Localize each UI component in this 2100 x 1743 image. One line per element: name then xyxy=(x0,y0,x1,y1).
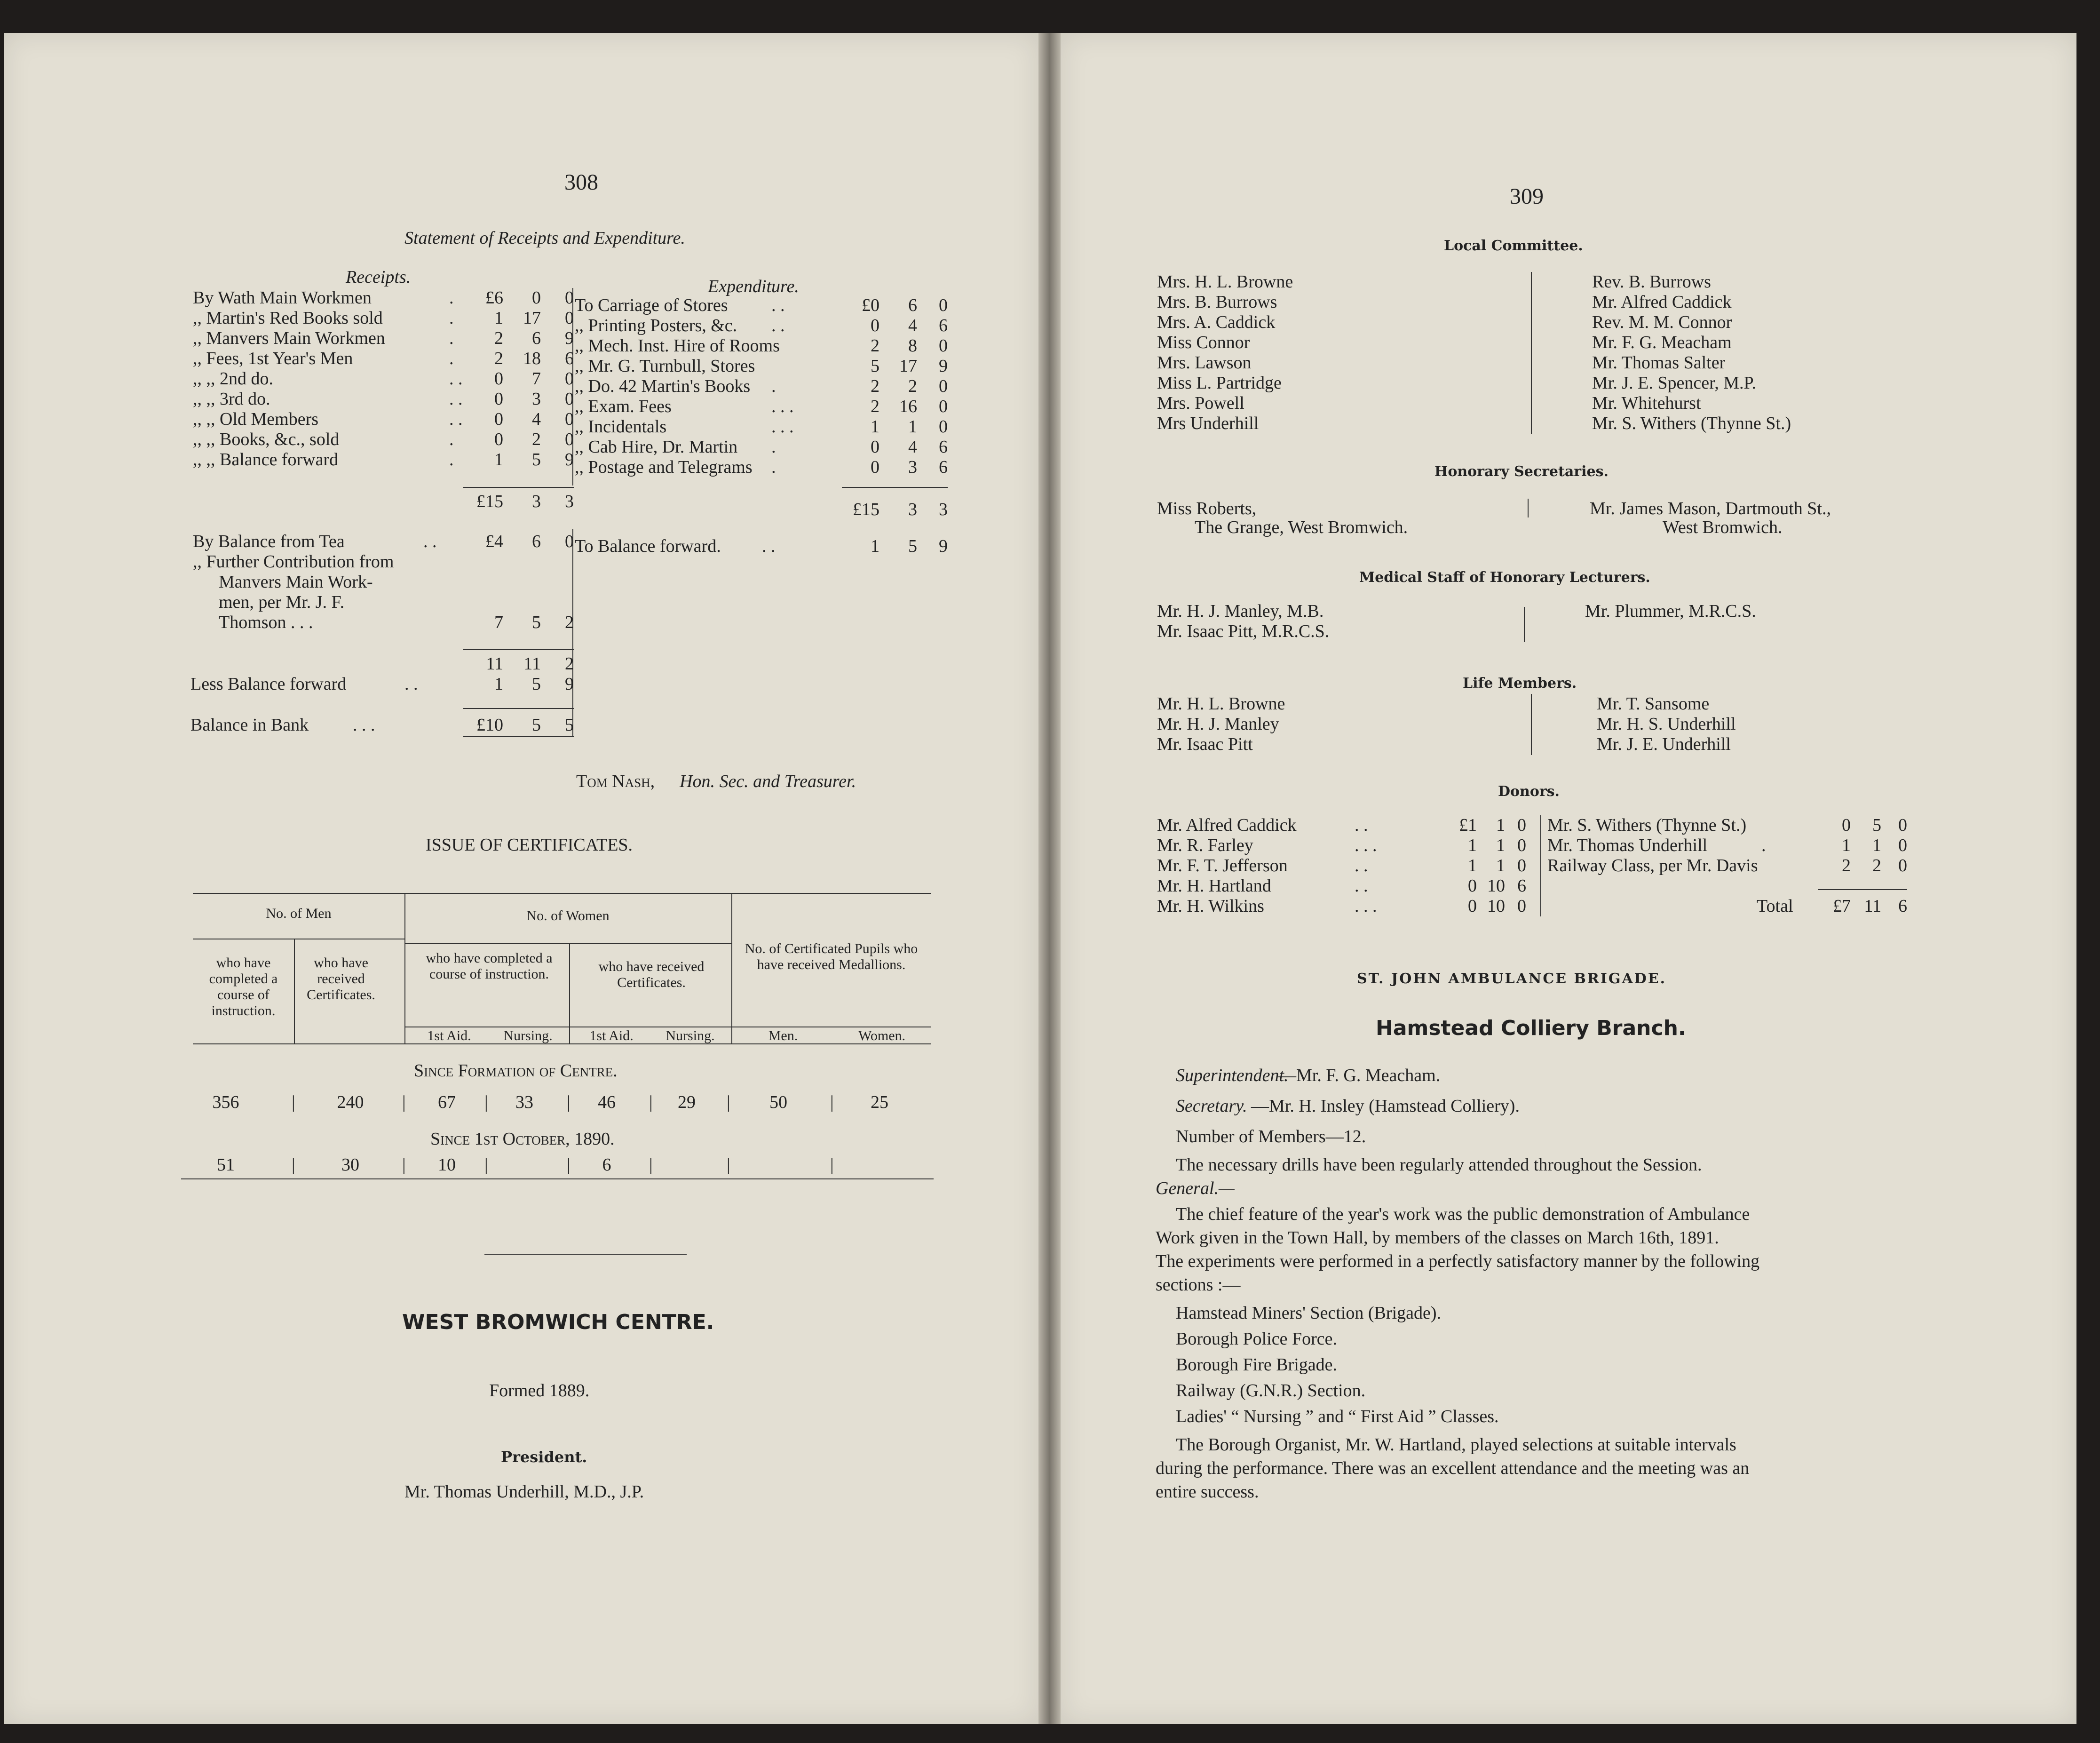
expenditure-total-pounds: £15 xyxy=(853,500,880,519)
cert-sub-nursing-a: Nursing. xyxy=(503,1028,553,1043)
life-member: Mr. H. L. Browne xyxy=(1157,694,1285,714)
less-balance-label: Less Balance forward xyxy=(190,674,347,694)
donors-total-pence: 6 xyxy=(1898,896,1907,916)
expenditure-dots: . xyxy=(771,376,776,396)
expenditure-dots: . . xyxy=(771,316,785,335)
expenditure-shillings: 17 xyxy=(899,356,917,376)
president-name: Mr. Thomas Underhill, M.D., J.P. xyxy=(404,1482,644,1502)
receipt-label: ,, ,, 2nd do. xyxy=(193,369,273,389)
receipt-pence: 0 xyxy=(565,409,574,429)
donor-amount-shillings: 1 xyxy=(1496,836,1505,855)
receipt-pence: 0 xyxy=(565,369,574,389)
donor-amount-shillings: 1 xyxy=(1496,815,1505,835)
receipt-shillings: 3 xyxy=(532,389,541,409)
donor-amount-shillings: 2 xyxy=(1872,856,1881,875)
local-committee-header: Local Committee. xyxy=(1444,238,1583,254)
donor-amount-pence: 0 xyxy=(1517,856,1526,875)
superintendent-name: —Mr. F. G. Meacham. xyxy=(1278,1066,1441,1085)
donor-name: Mr. H. Hartland xyxy=(1157,876,1271,896)
cert-formation-value: 67 xyxy=(438,1092,456,1112)
cert-row-separator: | xyxy=(484,1155,488,1175)
expenditure-label: ,, Postage and Telegrams xyxy=(575,457,753,477)
subtotal-shillings: 11 xyxy=(523,654,541,674)
hon-sec-right: West Bromwich. xyxy=(1663,517,1783,537)
local-committee-member: Mrs. Lawson xyxy=(1157,353,1252,373)
expenditure-dots: . xyxy=(771,457,776,477)
receipt-shillings: 5 xyxy=(532,450,541,470)
local-committee-member: Mr. Whitehurst xyxy=(1592,393,1701,413)
expenditure-pounds: 2 xyxy=(871,376,880,396)
centre-title: WEST BROMWICH CENTRE. xyxy=(402,1310,714,1334)
cert-october-value: 10 xyxy=(438,1155,456,1175)
donor-amount-pence: 0 xyxy=(1898,836,1907,855)
donors-total-shillings: 11 xyxy=(1864,896,1881,916)
receipts-total-shillings: 3 xyxy=(532,492,541,511)
cert-sub-women: Women. xyxy=(858,1028,906,1043)
cert-sub-nursing-b: Nursing. xyxy=(666,1028,715,1043)
expenditure-pence: 0 xyxy=(939,295,948,315)
donor-amount-shillings: 1 xyxy=(1496,856,1505,875)
local-committee-member: Mrs. Powell xyxy=(1157,393,1244,413)
expenditure-label: ,, Printing Posters, &c. xyxy=(575,316,737,335)
donors-divider xyxy=(1540,815,1541,916)
subtotal-rule xyxy=(463,649,574,650)
cert-women-header: No. of Women xyxy=(526,908,610,923)
bank-rule xyxy=(463,708,574,709)
donor-amount-pence: 0 xyxy=(1517,815,1526,835)
donor-name: Mr. F. T. Jefferson xyxy=(1157,856,1288,875)
receipt-dots: . xyxy=(449,328,454,348)
balance-from-tea-label: By Balance from Tea xyxy=(193,532,345,551)
paragraph-line: entire success. xyxy=(1156,1482,1259,1502)
life-member: Mr. H. J. Manley xyxy=(1157,714,1279,734)
expenditure-pence: 0 xyxy=(939,397,948,416)
local-committee-member: Rev. M. M. Connor xyxy=(1592,312,1732,332)
donor-name: Mr. S. Withers (Thynne St.) xyxy=(1547,815,1747,835)
donor-dots: . . xyxy=(1355,815,1368,835)
receipt-shillings: 7 xyxy=(532,369,541,389)
receipt-pounds: 0 xyxy=(494,389,503,409)
receipt-label: ,, ,, Balance forward xyxy=(193,450,339,470)
donor-amount-pounds: 0 xyxy=(1842,815,1851,835)
expenditure-dots: . . xyxy=(771,295,785,315)
receipt-dots: . xyxy=(449,349,454,368)
expenditure-label: ,, Mech. Inst. Hire of Rooms xyxy=(575,336,780,356)
subtotal-pounds: 11 xyxy=(486,654,503,674)
donor-amount-shillings: 10 xyxy=(1487,876,1505,896)
life-members-header: Life Members. xyxy=(1463,675,1577,692)
paragraph-line: Work given in the Town Hall, by members of the classes on March 16th, 1891. xyxy=(1156,1228,1719,1248)
since-october-caption: Since 1st October, 1890. xyxy=(430,1129,615,1149)
expenditure-pounds: 2 xyxy=(871,397,880,416)
donor-amount-pounds: £1 xyxy=(1459,815,1477,835)
donor-amount-pence: 0 xyxy=(1517,836,1526,855)
less-balance-shillings: 5 xyxy=(532,674,541,694)
receipt-shillings: 0 xyxy=(532,288,541,308)
cert-row-separator: | xyxy=(402,1155,406,1175)
cert-row-separator: | xyxy=(292,1155,295,1175)
receipt-label: ,, Fees, 1st Year's Men xyxy=(193,349,353,368)
expenditure-pounds: 0 xyxy=(871,437,880,457)
life-divider xyxy=(1531,694,1532,755)
medical-divider xyxy=(1524,607,1525,642)
donor-name: Mr. H. Wilkins xyxy=(1157,896,1264,916)
balance-from-tea-pounds: £4 xyxy=(485,532,503,551)
receipt-dots: . . xyxy=(449,369,463,389)
expenditure-pence: 6 xyxy=(939,437,948,457)
lower-divider xyxy=(572,529,573,736)
receipt-shillings: 17 xyxy=(523,308,541,328)
local-committee-member: Mr. J. E. Spencer, M.P. xyxy=(1592,373,1756,393)
life-member: Mr. H. S. Underhill xyxy=(1597,714,1736,734)
expenditure-pence: 0 xyxy=(939,417,948,437)
further-contribution-line: Manvers Main Work- xyxy=(219,572,373,592)
to-balance-forward-label: To Balance forward. xyxy=(575,536,721,556)
donors-header: Donors. xyxy=(1498,783,1560,800)
balance-in-bank-shillings: 5 xyxy=(532,715,541,735)
expenditure-pounds: 0 xyxy=(871,316,880,335)
superintendent-label: Superintendent. xyxy=(1176,1066,1289,1085)
cert-row-separator: | xyxy=(402,1092,406,1112)
receipts-divider xyxy=(572,288,573,485)
hon-sec-divider xyxy=(1528,499,1529,517)
receipt-pounds: 2 xyxy=(494,349,503,368)
to-balance-forward-pounds: 1 xyxy=(871,536,880,556)
expenditure-dots: . xyxy=(771,437,776,457)
expenditure-label: ,, Cab Hire, Dr. Martin xyxy=(575,437,738,457)
donor-dots: . . xyxy=(1355,876,1368,896)
general-label: General.— xyxy=(1156,1178,1235,1198)
left-page xyxy=(4,33,1038,1724)
cert-row-separator: | xyxy=(727,1155,730,1175)
to-balance-forward-pence: 9 xyxy=(939,536,948,556)
cert-men-header: No. of Men xyxy=(266,906,332,921)
donor-dots: . . . xyxy=(1355,896,1377,916)
receipt-label: ,, Manvers Main Workmen xyxy=(193,328,385,348)
local-committee-member: Mr. Alfred Caddick xyxy=(1592,292,1732,312)
donor-amount-pounds: 1 xyxy=(1468,856,1477,875)
less-balance-pounds: 1 xyxy=(494,674,503,694)
further-contribution-pence: 2 xyxy=(565,613,574,632)
receipt-pounds: 1 xyxy=(494,450,503,470)
cert-table-end-rule xyxy=(181,1178,934,1179)
paragraph-line: The Borough Organist, Mr. W. Hartland, played selections at suitable intervals xyxy=(1176,1435,1736,1455)
medical-staff-header: Medical Staff of Honorary Lecturers. xyxy=(1359,569,1650,586)
secretary-label: Secretary. xyxy=(1176,1096,1247,1116)
expenditure-pence: 9 xyxy=(939,356,948,376)
expenditure-shillings: 8 xyxy=(908,336,917,356)
balance-from-tea-pence: 0 xyxy=(565,532,574,551)
donor-name: Mr. R. Farley xyxy=(1157,836,1253,855)
secretary-name: —Mr. H. Insley (Hamstead Colliery). xyxy=(1251,1096,1520,1116)
receipts-header: Receipts. xyxy=(346,267,411,287)
donor-amount-pence: 0 xyxy=(1517,896,1526,916)
expenditure-shillings: 4 xyxy=(908,316,917,335)
since-formation-caption: Since Formation of Centre. xyxy=(414,1061,618,1081)
receipt-pounds: 0 xyxy=(494,369,503,389)
certificates-title: ISSUE OF CERTIFICATES. xyxy=(426,835,633,855)
receipt-dots: . xyxy=(449,450,454,470)
drills-note: The necessary drills have been regularly attended throughout the Session. xyxy=(1176,1155,1702,1175)
hon-sec-left: Miss Roberts, xyxy=(1157,499,1257,518)
section-item: Borough Fire Brigade. xyxy=(1176,1355,1338,1375)
donor-amount-pounds: 1 xyxy=(1842,836,1851,855)
receipt-shillings: 2 xyxy=(532,430,541,449)
page-number-right: 309 xyxy=(1510,184,1544,209)
donor-amount-pounds: 2 xyxy=(1842,856,1851,875)
expenditure-dots: . . . xyxy=(771,417,794,437)
paragraph-line: The experiments were performed in a perfectly satisfactory manner by the following xyxy=(1156,1251,1760,1271)
cert-row-separator: | xyxy=(484,1092,488,1112)
local-committee-member: Miss L. Partridge xyxy=(1157,373,1282,393)
expenditure-total-shillings: 3 xyxy=(908,500,917,519)
cert-october-value: 6 xyxy=(602,1155,611,1175)
receipt-pence: 6 xyxy=(565,349,574,368)
hon-sec-header: Honorary Secretaries. xyxy=(1434,463,1609,480)
donor-amount-pounds: 1 xyxy=(1468,836,1477,855)
cert-row-separator: | xyxy=(567,1155,571,1175)
expenditure-pounds: 5 xyxy=(871,356,880,376)
less-balance-pence: 9 xyxy=(565,674,574,694)
receipt-pence: 9 xyxy=(565,450,574,470)
cert-table-top-rule xyxy=(193,893,931,894)
receipt-pence: 0 xyxy=(565,288,574,308)
section-item: Railway (G.N.R.) Section. xyxy=(1176,1381,1366,1401)
signature-name: Tom Nash, xyxy=(576,772,655,791)
donors-total-pounds: £7 xyxy=(1833,896,1851,916)
further-contribution-line: men, per Mr. J. F. xyxy=(219,592,345,612)
hon-sec-left: The Grange, West Bromwich. xyxy=(1195,517,1408,537)
donor-name: Mr. Thomas Underhill xyxy=(1547,836,1708,855)
receipts-total-pounds: £15 xyxy=(476,492,503,511)
donor-name: Railway Class, per Mr. Davis xyxy=(1547,856,1758,875)
receipt-pounds: 0 xyxy=(494,430,503,449)
further-contribution-line: ,, Further Contribution from xyxy=(193,552,394,572)
receipt-dots: . xyxy=(449,308,454,328)
donor-dots: . . . xyxy=(1355,836,1377,855)
expenditure-pence: 6 xyxy=(939,457,948,477)
section-item: Borough Police Force. xyxy=(1176,1329,1338,1349)
expenditure-pence: 0 xyxy=(939,376,948,396)
cert-women-received: who have received Certificates. xyxy=(598,959,705,990)
cert-row-separator: | xyxy=(830,1155,834,1175)
cert-col-women-split xyxy=(569,943,570,1043)
expenditure-shillings: 4 xyxy=(908,437,917,457)
medical-staff-member: Mr. H. J. Manley, M.B. xyxy=(1157,601,1324,621)
cert-formation-value: 29 xyxy=(678,1092,696,1112)
donor-amount-shillings: 1 xyxy=(1872,836,1881,855)
donors-total-label: Total xyxy=(1757,896,1793,916)
expenditure-pounds: £0 xyxy=(862,295,880,315)
president-header: President. xyxy=(501,1448,587,1466)
expenditure-shillings: 2 xyxy=(908,376,917,396)
cert-formation-value: 25 xyxy=(871,1092,888,1112)
cert-sub-1st-aid-a: 1st Aid. xyxy=(427,1028,471,1043)
local-committee-member: Miss Connor xyxy=(1157,333,1250,352)
expenditure-pounds: 2 xyxy=(871,336,880,356)
medical-staff-member: Mr. Isaac Pitt, M.R.C.S. xyxy=(1157,621,1330,641)
receipt-shillings: 18 xyxy=(523,349,541,368)
receipt-shillings: 4 xyxy=(532,409,541,429)
donor-amount-pence: 6 xyxy=(1517,876,1526,896)
expenditure-pounds: 0 xyxy=(871,457,880,477)
life-member: Mr. Isaac Pitt xyxy=(1157,734,1253,754)
formed-year: Formed 1889. xyxy=(489,1381,590,1401)
receipt-label: ,, Martin's Red Books sold xyxy=(193,308,383,328)
donor-amount-pence: 0 xyxy=(1898,815,1907,835)
cert-row-separator: | xyxy=(649,1155,653,1175)
members-count: Number of Members—12. xyxy=(1176,1127,1366,1146)
local-committee-member: Mrs. A. Caddick xyxy=(1157,312,1276,332)
cert-sub-1st-aid-b: 1st Aid. xyxy=(589,1028,634,1043)
bank-double-rule xyxy=(463,736,574,737)
expenditure-shillings: 3 xyxy=(908,457,917,477)
hon-sec-right: Mr. James Mason, Dartmouth St., xyxy=(1590,499,1831,518)
balance-in-bank-dots: . . . xyxy=(353,715,375,735)
paragraph-line: The chief feature of the year's work was the public demonstration of Ambulance xyxy=(1176,1204,1750,1224)
paragraph-line: sections :— xyxy=(1156,1275,1241,1295)
receipt-pence: 0 xyxy=(565,389,574,409)
receipts-total-pence: 3 xyxy=(565,492,574,511)
to-balance-forward-shillings: 5 xyxy=(908,536,917,556)
expenditure-shillings: 16 xyxy=(899,397,917,416)
further-contribution-pounds: 7 xyxy=(494,613,503,632)
donor-amount-shillings: 10 xyxy=(1487,896,1505,916)
cert-medal-header: No. of Certificated Pupils who have received Medallions. xyxy=(745,941,918,972)
life-member: Mr. J. E. Underhill xyxy=(1597,734,1731,754)
cert-october-value: 51 xyxy=(217,1155,235,1175)
cert-women-subrule xyxy=(404,943,731,944)
expenditure-shillings: 6 xyxy=(908,295,917,315)
donor-amount-pounds: 0 xyxy=(1468,896,1477,916)
brigade-header: ST. JOHN AMBULANCE BRIGADE. xyxy=(1357,971,1667,987)
receipt-pence: 9 xyxy=(565,328,574,348)
receipt-dots: . xyxy=(449,288,454,308)
expenditure-pence: 0 xyxy=(939,336,948,356)
local-committee-member: Rev. B. Burrows xyxy=(1592,272,1711,292)
cert-sub-men: Men. xyxy=(768,1028,798,1043)
donor-dots: . xyxy=(1761,836,1766,855)
cert-formation-value: 356 xyxy=(212,1092,239,1112)
further-contribution-shillings: 5 xyxy=(532,613,541,632)
donor-dots: . . xyxy=(1355,856,1368,875)
further-contribution-line: Thomson . . . xyxy=(219,613,313,632)
expenditure-label: ,, Exam. Fees xyxy=(575,397,672,416)
donor-amount-shillings: 5 xyxy=(1872,815,1881,835)
donor-name: Mr. Alfred Caddick xyxy=(1157,815,1297,835)
receipt-pounds: £6 xyxy=(485,288,503,308)
receipt-shillings: 6 xyxy=(532,328,541,348)
expenditure-label: ,, Mr. G. Turnbull, Stores xyxy=(575,356,755,376)
life-member: Mr. T. Sansome xyxy=(1597,694,1710,714)
balance-from-tea-shillings: 6 xyxy=(532,532,541,551)
expenditure-pounds: 1 xyxy=(871,417,880,437)
local-committee-member: Mr. S. Withers (Thynne St.) xyxy=(1592,414,1791,433)
expenditure-pence: 6 xyxy=(939,316,948,335)
subtotal-pence: 2 xyxy=(565,654,574,674)
donor-amount-pounds: 0 xyxy=(1468,876,1477,896)
receipt-dots: . . xyxy=(449,409,463,429)
cert-formation-value: 240 xyxy=(337,1092,364,1112)
cert-row-separator: | xyxy=(567,1092,571,1112)
receipt-label: ,, ,, 3rd do. xyxy=(193,389,270,409)
cert-formation-value: 33 xyxy=(515,1092,533,1112)
local-committee-member: Mrs. H. L. Browne xyxy=(1157,272,1293,292)
branch-title: Hamstead Colliery Branch. xyxy=(1376,1016,1686,1040)
donor-amount-pence: 0 xyxy=(1898,856,1907,875)
cert-row-separator: | xyxy=(830,1092,834,1112)
local-committee-member: Mrs. B. Burrows xyxy=(1157,292,1277,312)
statement-title: Statement of Receipts and Expenditure. xyxy=(404,228,685,248)
medical-staff-member: Mr. Plummer, M.R.C.S. xyxy=(1585,601,1756,621)
cert-col-men-split xyxy=(294,939,295,1043)
receipts-total-rule xyxy=(463,487,574,488)
local-committee-divider xyxy=(1531,272,1532,434)
page-number-left: 308 xyxy=(564,170,598,195)
cert-row-separator: | xyxy=(649,1092,653,1112)
receipt-pence: 0 xyxy=(565,430,574,449)
cert-october-value: 30 xyxy=(341,1155,359,1175)
receipt-pounds: 1 xyxy=(494,308,503,328)
less-balance-dots: . . xyxy=(404,674,418,694)
receipt-pounds: 0 xyxy=(494,409,503,429)
receipt-pounds: 2 xyxy=(494,328,503,348)
donors-total-rule xyxy=(1818,889,1907,890)
expenditure-label: ,, Incidentals xyxy=(575,417,667,437)
receipt-label: ,, ,, Old Members xyxy=(193,409,319,429)
cert-row-separator: | xyxy=(727,1092,730,1112)
expenditure-shillings: 1 xyxy=(908,417,917,437)
cert-row-separator: | xyxy=(292,1092,295,1112)
expenditure-header: Expenditure. xyxy=(708,277,799,296)
expenditure-total-pence: 3 xyxy=(939,500,948,519)
cert-men-completed: who have completed a course of instruction. xyxy=(209,955,278,1019)
paragraph-line: during the performance. There was an excellent attendance and the meeting was an xyxy=(1156,1458,1750,1478)
expenditure-dots: . . . xyxy=(771,397,794,416)
balance-in-bank-pence: 5 xyxy=(565,715,574,735)
balance-from-tea-dots: . . xyxy=(423,532,437,551)
receipt-dots: . xyxy=(449,430,454,449)
local-committee-member: Mr. F. G. Meacham xyxy=(1592,333,1732,352)
receipt-pence: 0 xyxy=(565,308,574,328)
expenditure-label: To Carriage of Stores xyxy=(575,295,728,315)
section-item: Ladies' “ Nursing ” and “ First Aid ” Classes. xyxy=(1176,1407,1499,1426)
balance-in-bank-label: Balance in Bank xyxy=(190,715,309,735)
expenditure-label: ,, Do. 42 Martin's Books xyxy=(575,376,751,396)
receipt-label: By Wath Main Workmen xyxy=(193,288,372,308)
signature-title: Hon. Sec. and Treasurer. xyxy=(680,772,856,791)
receipt-label: ,, ,, Books, &c., sold xyxy=(193,430,340,449)
balance-in-bank-pounds: £10 xyxy=(476,715,503,735)
local-committee-member: Mr. Thomas Salter xyxy=(1592,353,1726,373)
local-committee-member: Mrs Underhill xyxy=(1157,414,1259,433)
section-break-rule xyxy=(484,1254,687,1255)
cert-formation-value: 50 xyxy=(769,1092,787,1112)
section-item: Hamstead Miners' Section (Brigade). xyxy=(1176,1303,1442,1323)
cert-men-received: who have received Certificates. xyxy=(307,955,375,1003)
cert-formation-value: 46 xyxy=(598,1092,616,1112)
to-balance-forward-dots: . . xyxy=(762,536,776,556)
receipt-dots: . . xyxy=(449,389,463,409)
book-gutter xyxy=(1038,33,1061,1724)
expenditure-total-rule xyxy=(842,487,948,488)
cert-women-completed: who have completed a course of instruction. xyxy=(426,950,553,982)
